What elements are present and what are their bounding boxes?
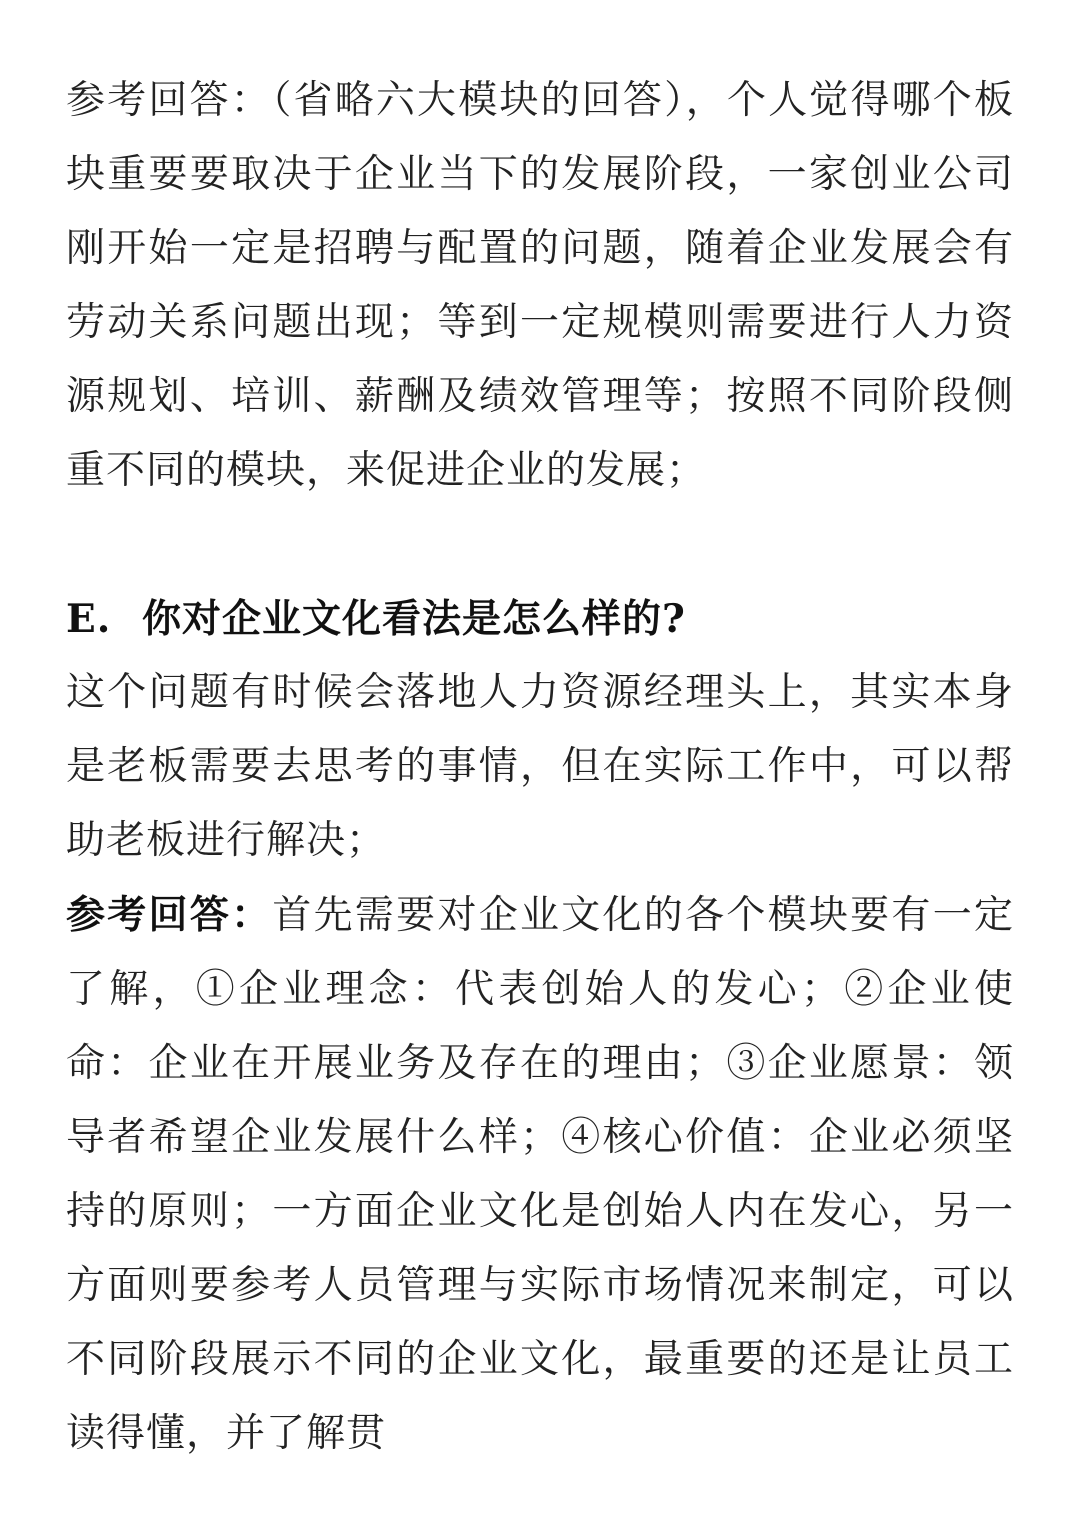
section-e-letter: E.	[66, 596, 112, 642]
section-e-answer	[66, 878, 1014, 1471]
section-d-answer: 参考回答：（省略六大模块的回答），个人觉得哪个板块重要要取决于企业当下的发展阶段，一家创业公司刚开始一定是招聘与配置的问题，随着企业发展会有劳动关系问题出现；等到一定规模则需要进行人力资源规划、培训、薪酬及绩效管理等；按照不同阶段侧重不同的模块，来促进企业的发展；	[66, 78, 1014, 493]
section-e-question: 你对企业文化看法是怎么样的?	[142, 596, 686, 642]
section-e-heading	[66, 582, 1014, 656]
section-e-answer-label: 参考回答：	[66, 892, 273, 938]
section-e-answer-text: 首先需要对企业文化的各个模块要有一定了解，①企业理念：代表创始人的发心；②企业使命：企业在开展业务及存在的理由；③企业愿景：领导者希望企业发展什么样；④核心价值：企业必须坚持的原则；一方面企业文化是创始人内在发心，另一方面则要参考人员管理与实际市场情况来制定，可以不同阶段展示不同的企业文化，最重要的还是让员工读得懂，并了解贯	[66, 893, 1014, 1456]
section-e-intro: 这个问题有时候会落地人力资源经理头上，其实本身是老板需要去思考的事情，但在实际工作中，可以帮助老板进行解决；	[66, 670, 1014, 863]
section-spacer	[66, 508, 1014, 582]
